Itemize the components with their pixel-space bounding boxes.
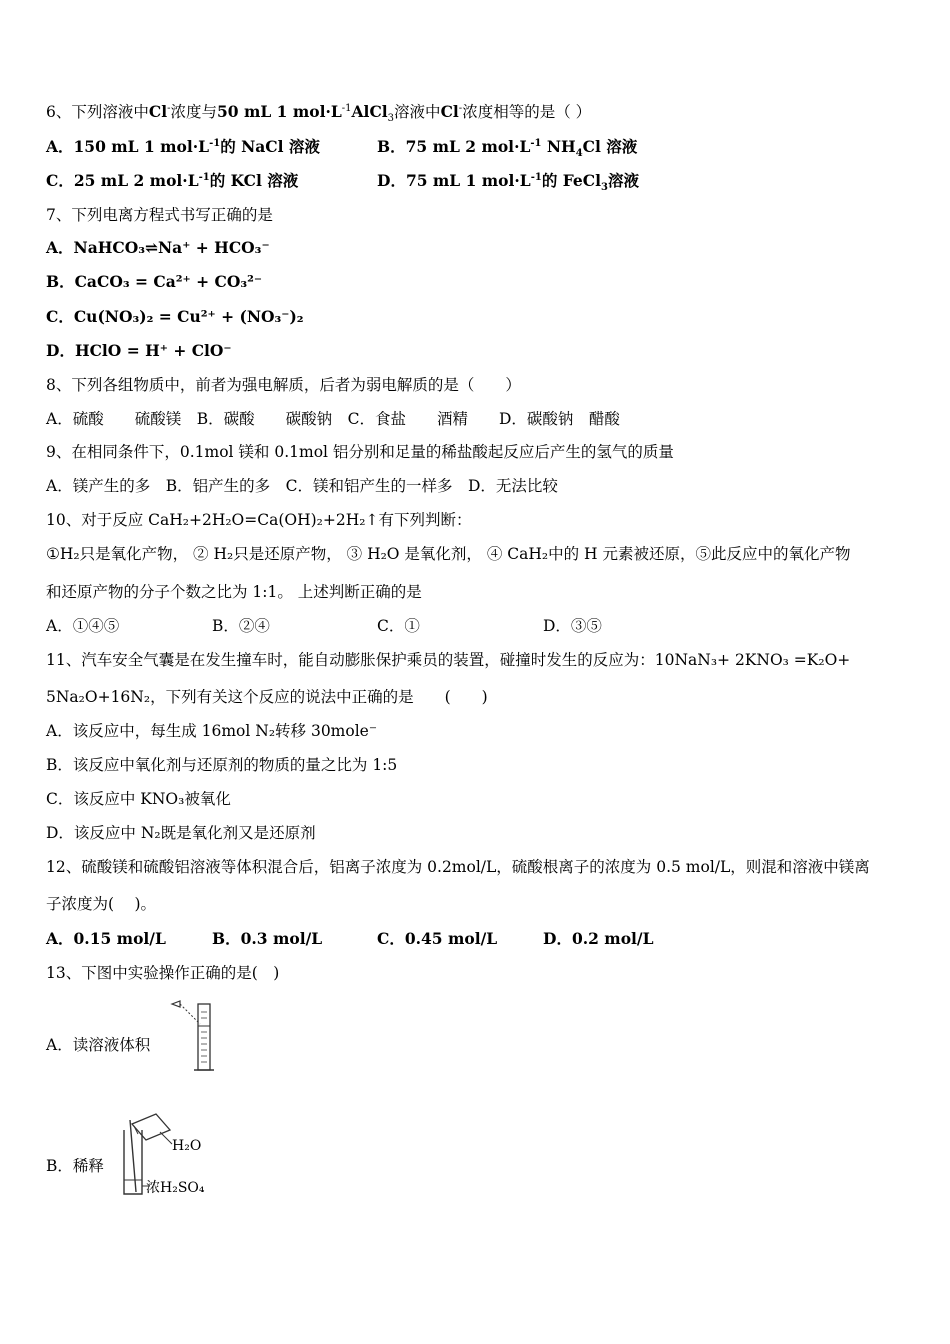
q10-option-d: D．③⑤ — [543, 617, 602, 635]
q12-option-a: A．0.15 mol/L — [46, 929, 166, 948]
q12-stem: 12、硫酸镁和硫酸铝溶液等体积混合后，铝离子浓度为 0.2mol/L，硫酸根离子的浓度为 0.5 mol/L，则混和溶液中镁离 — [46, 858, 870, 876]
q6-option-c: C．25 mL 2 $mol\cdot L^{-1}$的 KCl 溶液 — [46, 171, 299, 190]
q11-option-d: D．该反应中 N₂既是氧化剂又是还原剂 — [46, 824, 316, 842]
q10-option-c: C．① — [377, 617, 420, 635]
q7-option-c: C．Cu(NO₃)₂ = Cu²⁺ + (NO₃⁻)₂ — [46, 307, 304, 326]
q11-stem: 11、汽车安全气囊是在发生撞车时，能自动膨胀保护乘员的装置，碰撞时发生的反应为：10NaN₃+ 2KNO₃ =K₂O+ — [46, 651, 851, 669]
q7-stem: 7、下列电离方程式书写正确的是 — [46, 206, 273, 224]
q6-option-a: A．150 mL 1 $mol\cdot L^{-1}$的 NaCl 溶液 — [46, 137, 320, 156]
q10-option-b: B．②④ — [212, 617, 270, 635]
q12-stem-cont: 子浓度为( )。 — [46, 895, 157, 913]
q6-option-d: D．75 mL 1 $mol\cdot L^{-1}$的 FeCl$_3$溶液 — [377, 171, 639, 194]
q6-option-b: B．75 mL 2 $mol\cdot L^{-1}$ $NH_4Cl$ 溶液 — [377, 137, 638, 160]
q10-option-a: A．①④⑤ — [46, 617, 120, 635]
q7-option-b: B．CaCO₃ = Ca²⁺ + CO₃²⁻ — [46, 272, 263, 291]
q10-question: 和还原产物的分子个数之比为 1:1。 上述判断正确的是 — [46, 583, 422, 601]
q12-option-d: D．0.2 mol/L — [543, 929, 654, 948]
q10-stem: 10、对于反应 CaH₂+2H₂O=Ca(OH)₂+2H₂↑有下列判断： — [46, 511, 472, 529]
q6-stem: 6、下列溶液中Cl-浓度与50 mL 1 $mol\cdot L^{-1}AlCl_3$溶液中Cl-浓度相等的是（ ） — [46, 102, 592, 125]
q12-option-b: B．0.3 mol/L — [212, 929, 323, 948]
q11-stem-cont: 5Na₂O+16N₂，下列有关这个反应的说法中正确的是 ( ) — [46, 688, 488, 706]
q7-option-a: A．NaHCO₃⇌Na⁺ + HCO₃⁻ — [46, 238, 270, 257]
q13-option-a-label: A．读溶液体积 — [46, 1036, 151, 1054]
q7-option-d: D．HClO = H⁺ + ClO⁻ — [46, 341, 232, 360]
q8-options: A．硫酸 硫酸镁 B．碳酸 碳酸钠 C．食盐 酒精 D．碳酸钠 醋酸 — [46, 410, 620, 428]
q11-option-c: C．该反应中 KNO₃被氧化 — [46, 790, 231, 808]
q11-option-b: B．该反应中氧化剂与还原剂的物质的量之比为 1:5 — [46, 756, 398, 774]
h2o-label: H₂O — [172, 1138, 202, 1154]
concentrated-acid-label: 浓H₂SO₄ — [146, 1180, 205, 1196]
q9-options: A．镁产生的多 B．铝产生的多 C．镁和铝产生的一样多 D．无法比较 — [46, 477, 558, 495]
q10-judgements: ①H₂只是氧化产物， ② H₂只是还原产物， ③ H₂O 是氧化剂， ④ CaH₂中的 H 元素被还原，⑤此反应中的氧化产物 — [46, 545, 851, 563]
q13-option-b-label: B．稀释 — [46, 1157, 104, 1175]
q11-option-a: A．该反应中，每生成 16mol N₂转移 30mole⁻ — [46, 722, 378, 740]
q9-stem: 9、在相同条件下，0.1mol 镁和 0.1mol 铝分别和足量的稀盐酸起反应后产生的氢气的质量 — [46, 443, 674, 461]
graduated-cylinder-figure — [168, 998, 228, 1076]
q8-stem: 8、下列各组物质中，前者为强电解质，后者为弱电解质的是（ ） — [46, 376, 521, 394]
q13-stem: 13、下图中实验操作正确的是( ) — [46, 964, 280, 982]
q12-option-c: C．0.45 mol/L — [377, 929, 498, 948]
